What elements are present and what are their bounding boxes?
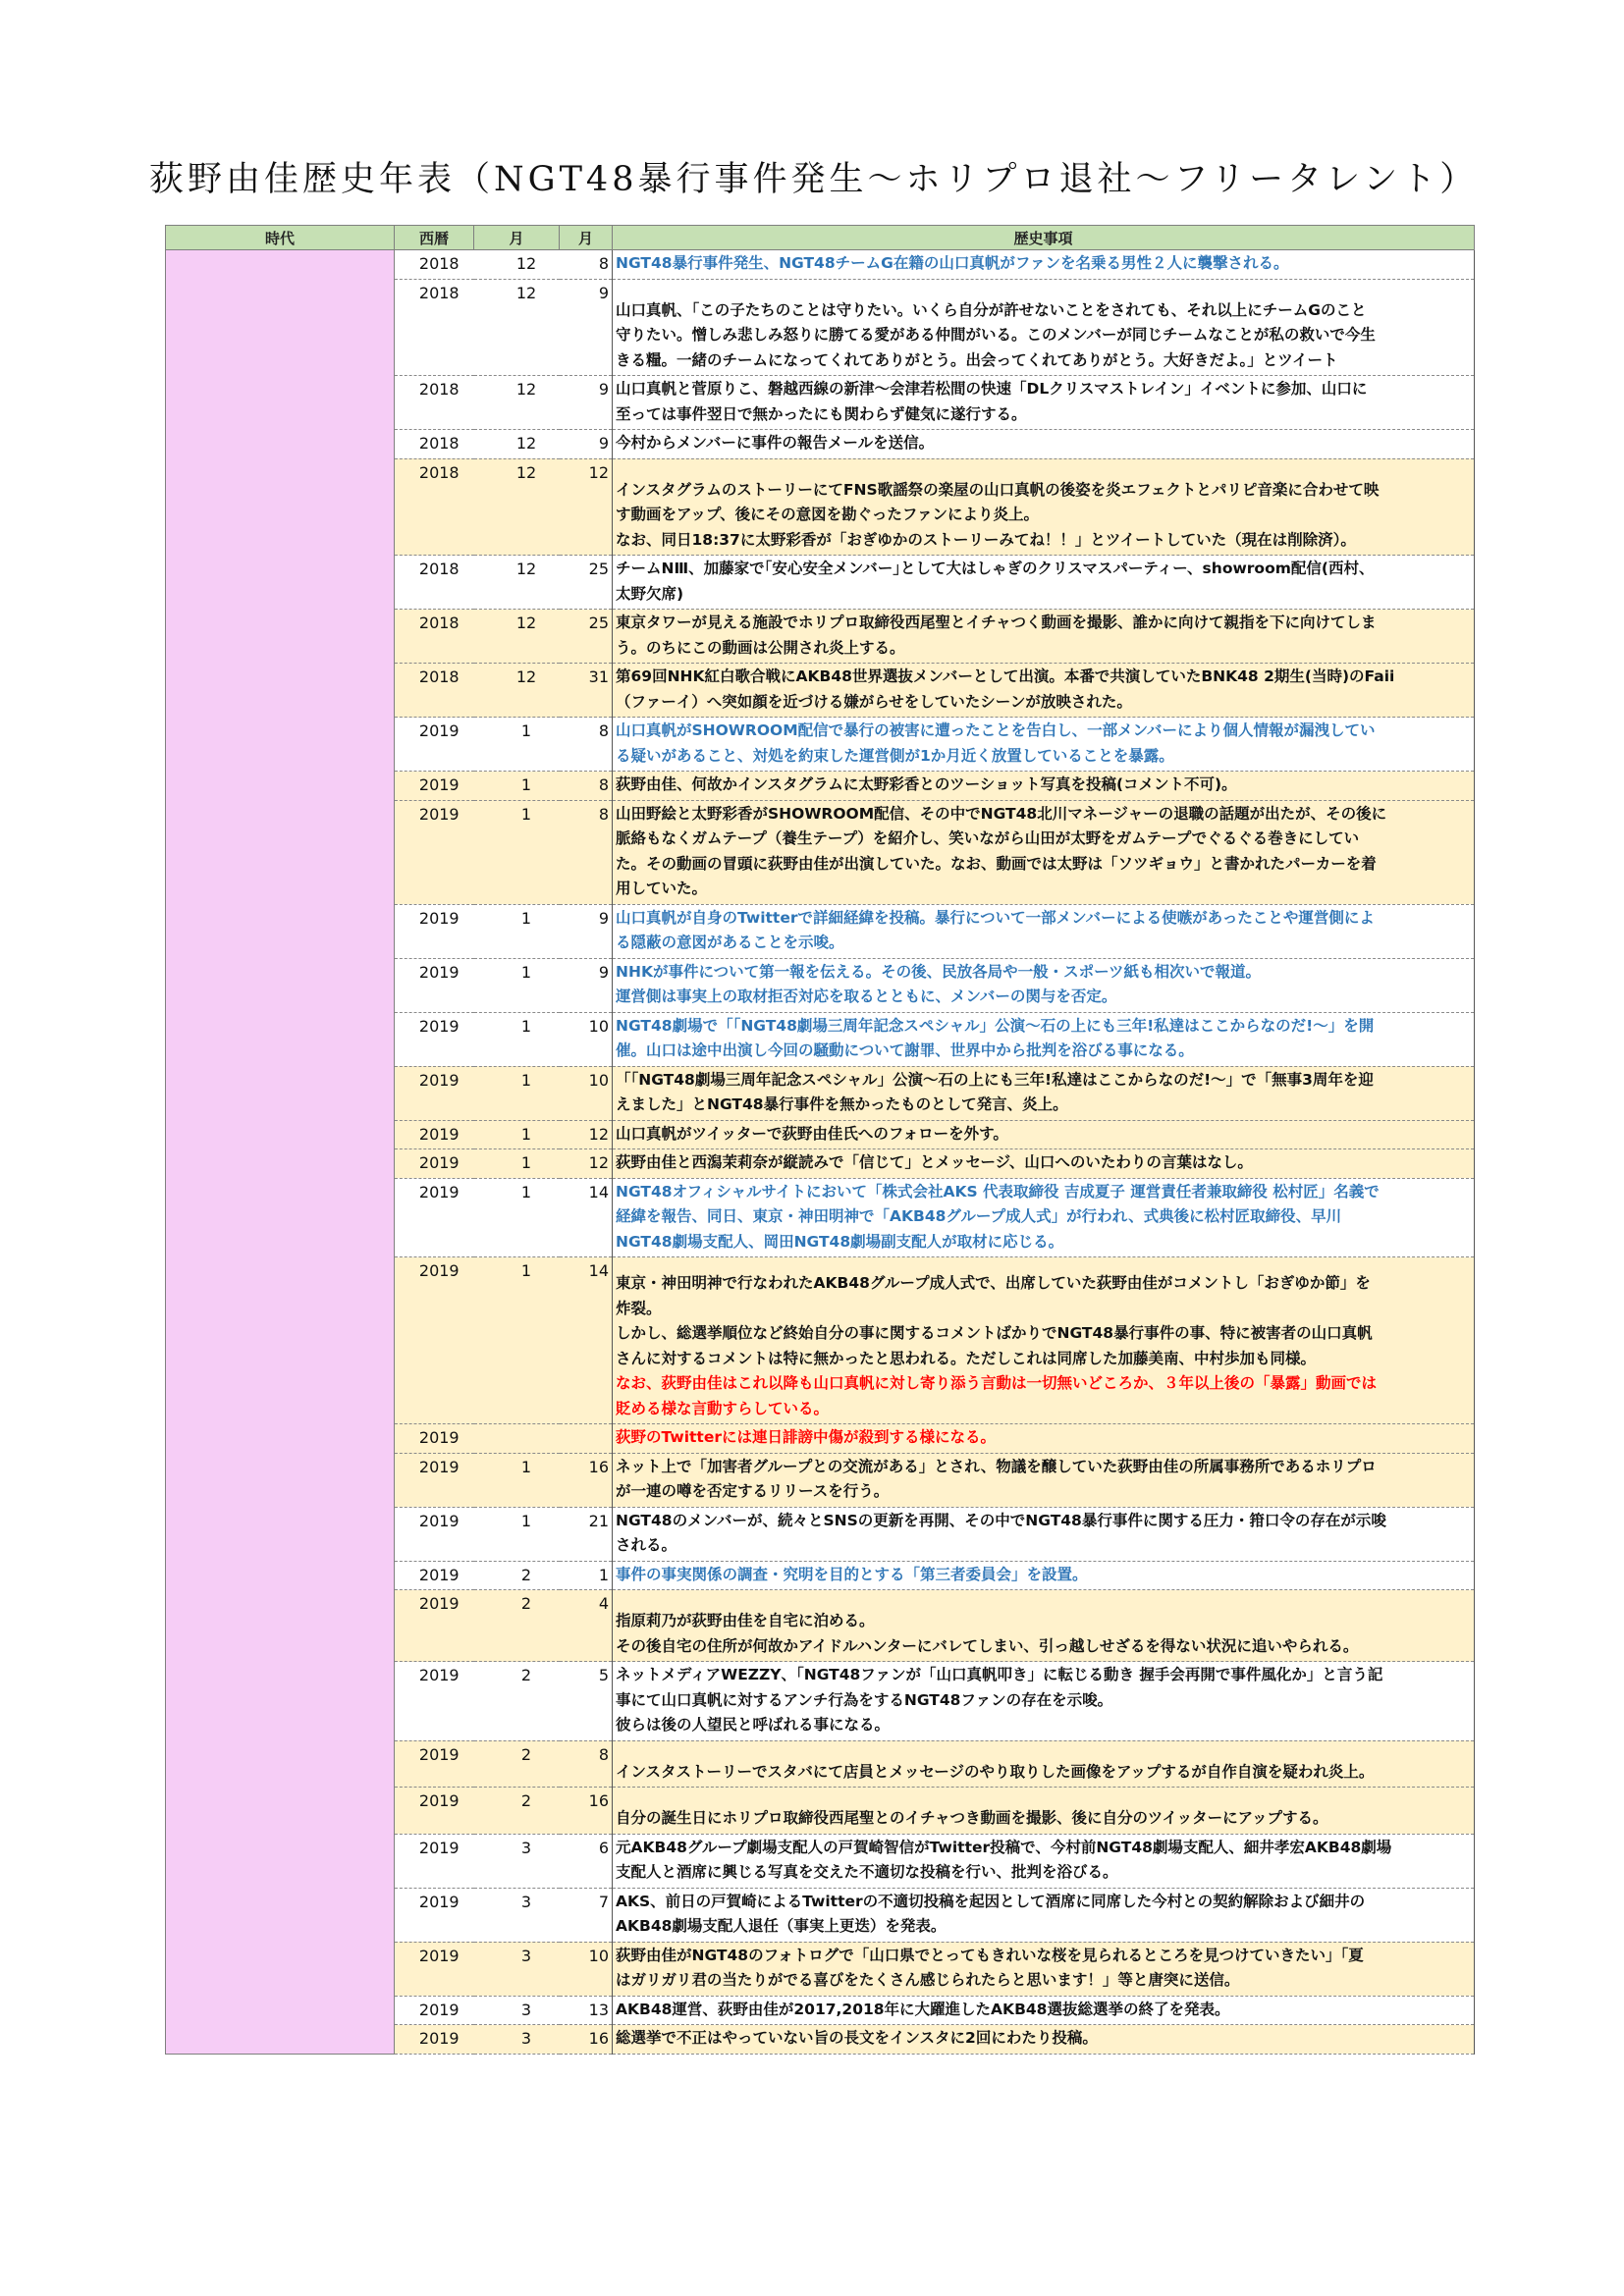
year-cell: 2018 <box>395 664 474 718</box>
event-line: 貶める様な言動すらしている。 <box>616 1399 830 1417</box>
year-cell: 2019 <box>395 1149 474 1179</box>
month-cell: 2 <box>474 1788 560 1835</box>
event-cell <box>613 1590 1475 1662</box>
event-line: 支配人と酒席に興じる写真を交えた不適切な投稿を行い、批判を浴びる。 <box>616 1863 1118 1881</box>
event-line: NHKが事件について第一報を伝える。その後、民放各局や一般・スポーツ紙も相次いで報道。 <box>616 962 1262 981</box>
month-cell: 1 <box>474 718 560 772</box>
day-cell: 9 <box>560 430 613 459</box>
event-line: 守りたい。憎しみ悲しみ怒りに勝てる愛がある仲間がいる。このメンバーが同じチームなことが私の救いで今生 <box>616 326 1376 344</box>
year-cell: 2019 <box>395 1012 474 1066</box>
header-era: 時代 <box>166 226 395 250</box>
event-line: 山口真帆がSHOWROOM配信で暴行の被害に遭ったことを告白し、一部メンバーにより個人情報が漏洩してい <box>616 721 1376 739</box>
event-cell <box>613 904 1475 958</box>
event-line: さんに対するコメントは特に無かったと思われる。ただしこれは同席した加藤美南、中村歩加も同様。 <box>616 1349 1317 1367</box>
table-header-row <box>166 226 1475 250</box>
year-cell: 2018 <box>395 556 474 610</box>
event-line: しかし、総選挙順位など終始自分の事に関するコメントばかりでNGT48暴行事件の事、特に被害者の山口真帆 <box>616 1324 1373 1342</box>
event-line: NGT48のメンバーが、続々とSNSの更新を再開、その中でNGT48暴行事件に関する圧力・箝口令の存在が示唆 <box>616 1511 1386 1529</box>
month-cell: 2 <box>474 1740 560 1788</box>
event-line: 元AKB48グループ劇場支配人の戸賀崎智信がTwitter投稿で、今村前NGT48劇場支配人、細井孝宏AKB48劇場 <box>616 1838 1392 1856</box>
year-cell: 2019 <box>395 1561 474 1590</box>
event-cell <box>613 1149 1475 1179</box>
month-cell: 12 <box>474 430 560 459</box>
event-line: す動画をアップ、後にその意図を勘ぐったファンにより炎上。 <box>616 506 1040 523</box>
year-cell: 2018 <box>395 430 474 459</box>
month-cell: 3 <box>474 1942 560 1996</box>
year-cell: 2019 <box>395 904 474 958</box>
event-line: 山口真帆と菅原りこ、磐越西線の新津～会津若松間の快速「DLクリスマストレイン」イベントに参加、山口に <box>616 380 1368 398</box>
event-line: る疑いがあること、対処を約束した運営側が1か月近く放置していることを暴露。 <box>616 746 1174 765</box>
event-line: NGT48オフィシャルサイトにおいて「株式会社AKS 代表取締役 吉成夏子 運営責任者兼取締役 松村匠」名義で <box>616 1182 1380 1201</box>
year-cell: 2018 <box>395 458 474 556</box>
month-cell: 1 <box>474 1257 560 1424</box>
event-cell <box>613 2025 1475 2055</box>
event-line: される。 <box>616 1536 677 1554</box>
event-cell <box>613 1834 1475 1888</box>
event-cell <box>613 772 1475 801</box>
event-line: ネットメディアWEZZY、「NGT48ファンが「山口真帆叩き」に転じる動き 握手会再開で事件風化か」と言う記 <box>616 1666 1383 1683</box>
year-cell: 2019 <box>395 1788 474 1835</box>
event-cell <box>613 250 1475 280</box>
year-cell: 2019 <box>395 958 474 1012</box>
day-cell: 8 <box>560 772 613 801</box>
event-cell <box>613 1996 1475 2025</box>
year-cell: 2019 <box>395 1453 474 1507</box>
event-line: （ファーイ）へ突如顔を近づける嫌がらせをしていたシーンが放映された。 <box>616 692 1132 711</box>
header-month: 月 <box>474 226 560 250</box>
event-cell <box>613 430 1475 459</box>
day-cell: 12 <box>560 1120 613 1149</box>
event-line: う。のちにこの動画は公開され炎上する。 <box>616 638 905 657</box>
month-cell: 1 <box>474 1507 560 1561</box>
event-cell <box>613 1507 1475 1561</box>
event-cell <box>613 279 1475 376</box>
day-cell: 5 <box>560 1662 613 1741</box>
event-cell <box>613 1740 1475 1788</box>
month-cell: 1 <box>474 1012 560 1066</box>
month-cell: 12 <box>474 610 560 664</box>
day-cell: 9 <box>560 376 613 430</box>
event-cell <box>613 1888 1475 1942</box>
event-line: 至っては事件翌日で無かったにも関わらず健気に遂行する。 <box>616 404 1027 423</box>
day-cell: 25 <box>560 610 613 664</box>
event-line: 事にて山口真帆に対するアンチ行為をするNGT48ファンの存在を示唆。 <box>616 1690 1113 1709</box>
year-cell: 2018 <box>395 610 474 664</box>
event-line: その後自宅の住所が何故かアイドルハンターにバレてしまい、引っ越しせざるを得ない状況に追いやられる。 <box>616 1636 1359 1655</box>
event-line: インスタストーリーでスタバにて店員とメッセージのやり取りした画像をアップするが自作自演を疑われ炎上。 <box>616 1762 1375 1781</box>
year-cell: 2019 <box>395 1507 474 1561</box>
event-cell <box>613 610 1475 664</box>
event-line: 荻野由佳がNGT48のフォトログで「山口県でとってもきれいな桜を見られるところを見つけていきたい」「夏 <box>616 1946 1364 1964</box>
year-cell: 2019 <box>395 2025 474 2055</box>
event-cell <box>613 1178 1475 1257</box>
event-line: チームNⅢ、加藤家で｢安心安全メンバー｣として大はしゃぎのクリスマスパーティー、showroom配信(西村、 <box>616 560 1375 577</box>
year-cell: 2019 <box>395 772 474 801</box>
event-line: AKB48劇場支配人退任（事実上更迭）を発表。 <box>616 1917 947 1935</box>
year-cell: 2019 <box>395 1590 474 1662</box>
month-cell: 12 <box>474 556 560 610</box>
event-line: NGT48劇場で「「NGT48劇場三周年記念スペシャル」公演～石の上にも三年!私達はここからなのだ!～」を開 <box>616 1016 1375 1035</box>
day-cell: 16 <box>560 2025 613 2055</box>
month-cell: 1 <box>474 772 560 801</box>
month-cell: 2 <box>474 1561 560 1590</box>
month-cell: 1 <box>474 1120 560 1149</box>
month-cell: 12 <box>474 376 560 430</box>
year-cell: 2019 <box>395 1740 474 1788</box>
event-line: 事件の事実関係の調査・究明を目的とする「第三者委員会」を設置。 <box>616 1565 1088 1583</box>
month-cell: 3 <box>474 1996 560 2025</box>
event-cell <box>613 1012 1475 1066</box>
day-cell <box>560 1424 613 1454</box>
year-cell: 2019 <box>395 1257 474 1424</box>
event-line: 自分の誕生日にホリプロ取締役西尾聖とのイチャつき動画を撮影、後に自分のツイッターにアップする。 <box>616 1809 1328 1827</box>
event-line: 山口真帆がツイッターで荻野由佳氏へのフォローを外す。 <box>616 1124 1008 1143</box>
month-cell: 3 <box>474 2025 560 2055</box>
event-line: インスタグラムのストーリーにてFNS歌謡祭の楽屋の山口真帆の後姿を炎エフェクトとパリピ音楽に合わせて映 <box>616 480 1380 499</box>
month-cell: 1 <box>474 904 560 958</box>
day-cell: 8 <box>560 250 613 280</box>
year-cell: 2018 <box>395 250 474 280</box>
event-line: 今村からメンバーに事件の報告メールを送信。 <box>616 434 935 452</box>
event-cell <box>613 556 1475 610</box>
year-cell: 2019 <box>395 1888 474 1942</box>
day-cell: 7 <box>560 1888 613 1942</box>
month-cell: 1 <box>474 1178 560 1257</box>
event-line: 指原莉乃が荻野由佳を自宅に泊める。 <box>616 1612 875 1629</box>
year-cell: 2018 <box>395 279 474 376</box>
event-cell <box>613 1424 1475 1454</box>
event-cell <box>613 458 1475 556</box>
month-cell: 2 <box>474 1590 560 1662</box>
header-event: 歴史事項 <box>613 226 1475 250</box>
day-cell: 16 <box>560 1788 613 1835</box>
day-cell: 16 <box>560 1453 613 1507</box>
event-line: 脈絡もなくガムテープ（養生テープ）を紹介し、笑いながら山田が太野をガムテープでぐるぐる巻きにしてい <box>616 829 1360 847</box>
era-cell <box>166 250 395 2055</box>
event-cell <box>613 800 1475 904</box>
day-cell: 9 <box>560 279 613 376</box>
event-line: 荻野由佳、何故かインスタグラムに太野彩香とのツーショット写真を投稿(コメント不可)。 <box>616 775 1237 793</box>
event-line: AKB48運営、荻野由佳が2017,2018年に大躍進したAKB48選抜総選挙の終了を発表。 <box>616 2000 1230 2018</box>
event-cell <box>613 1120 1475 1149</box>
day-cell: 12 <box>560 1149 613 1179</box>
day-cell: 25 <box>560 556 613 610</box>
event-line: ネット上で「加害者グループとの交流がある」とされ、物議を醸していた荻野由佳の所属事務所であるホリプロ <box>616 1457 1377 1475</box>
month-cell: 1 <box>474 800 560 904</box>
event-line: 荻野のTwitterには連日誹謗中傷が殺到する様になる。 <box>616 1428 996 1446</box>
header-day: 月 <box>560 226 613 250</box>
event-line: 用していた。 <box>616 880 708 897</box>
event-line: 催。山口は途中出演し今回の騒動について謝罪、世界中から批判を浴びる事になる。 <box>616 1041 1194 1059</box>
day-cell: 10 <box>560 1012 613 1066</box>
month-cell: 1 <box>474 1453 560 1507</box>
month-cell: 1 <box>474 1066 560 1120</box>
year-cell: 2019 <box>395 718 474 772</box>
year-cell: 2019 <box>395 1942 474 1996</box>
event-line: 山口真帆、「この子たちのことは守りたい。いくら自分が許せないことをされても、それ以上にチームGのこと <box>616 300 1367 319</box>
event-cell <box>613 1066 1475 1120</box>
event-line: 運営側は事実上の取材拒否対応を取るとともに、メンバーの関与を否定。 <box>616 988 1117 1005</box>
day-cell: 14 <box>560 1178 613 1257</box>
event-cell <box>613 1257 1475 1424</box>
event-cell <box>613 1942 1475 1996</box>
event-line: 第69回NHK紅白歌合戦にAKB48世界選抜メンバーとして出演。本番で共演していたBNK48 2期生(当時)のFaii <box>616 667 1395 685</box>
day-cell: 31 <box>560 664 613 718</box>
event-line: なお、同日18:37に太野彩香が「おぎゆかのストーリーみてね！！」とツイートしていた（現在は削除済）。 <box>616 530 1356 549</box>
day-cell: 8 <box>560 800 613 904</box>
event-line: 東京タワーが見える施設でホリプロ取締役西尾聖とイチャつく動画を撮影、誰かに向けて親指を下に向けてしま <box>616 614 1377 631</box>
year-cell: 2019 <box>395 1834 474 1888</box>
event-line: る隠蔽の意図があることを示唆。 <box>616 934 844 951</box>
event-line: 東京・神田明神で行なわれたAKB48グループ成人式で、出席していた荻野由佳がコメントし「おぎゆか節」を <box>616 1274 1371 1292</box>
day-cell: 14 <box>560 1257 613 1424</box>
year-cell: 2019 <box>395 800 474 904</box>
day-cell: 6 <box>560 1834 613 1888</box>
header-year: 西暦 <box>395 226 474 250</box>
day-cell: 8 <box>560 1740 613 1788</box>
event-cell <box>613 664 1475 718</box>
year-cell: 2019 <box>395 1996 474 2025</box>
event-cell <box>613 1453 1475 1507</box>
year-cell: 2019 <box>395 1178 474 1257</box>
day-cell: 8 <box>560 718 613 772</box>
month-cell: 2 <box>474 1662 560 1741</box>
year-cell: 2019 <box>395 1662 474 1741</box>
event-cell <box>613 1788 1475 1835</box>
event-line: AKS、前日の戸賀崎によるTwitterの不適切投稿を起因として酒席に同席した今村との契約解除および細井の <box>616 1892 1366 1910</box>
event-cell <box>613 1662 1475 1741</box>
month-cell: 1 <box>474 1149 560 1179</box>
day-cell: 12 <box>560 458 613 556</box>
table-body <box>166 250 1475 2055</box>
event-cell <box>613 1561 1475 1590</box>
event-line: た。その動画の冒頭に荻野由佳が出演していた。なお、動画では太野は「ソツギョウ」と書かれたパーカーを着 <box>616 854 1377 873</box>
day-cell: 10 <box>560 1066 613 1120</box>
year-cell: 2019 <box>395 1424 474 1454</box>
event-line: NGT48劇場支配人、岡田NGT48劇場副支配人が取材に応じる。 <box>616 1232 1064 1251</box>
event-cell <box>613 718 1475 772</box>
event-cell <box>613 376 1475 430</box>
event-line: 彼らは後の人望民と呼ばれる事になる。 <box>616 1716 891 1734</box>
month-cell: 12 <box>474 250 560 280</box>
event-line: きる糧。一緒のチームになってくれてありがとう。出会ってくれてありがとう。大好きだよ。」とツイート <box>616 350 1338 369</box>
year-cell: 2018 <box>395 376 474 430</box>
day-cell: 9 <box>560 904 613 958</box>
event-line: 山田野絵と太野彩香がSHOWROOM配信、その中でNGT48北川マネージャーの退職の話題が出たが、その後に <box>616 804 1387 823</box>
day-cell: 1 <box>560 1561 613 1590</box>
day-cell: 10 <box>560 1942 613 1996</box>
month-cell: 3 <box>474 1888 560 1942</box>
month-cell <box>474 1424 560 1454</box>
event-line: 太野欠席) <box>616 584 684 603</box>
event-line: なお、荻野由佳はこれ以降も山口真帆に対し寄り添う言動は一切無いどころか、３年以上後の「暴露」動画では <box>616 1374 1378 1392</box>
event-line: はガリガリ君の当たりがでる喜びをたくさん感じられたらと思います！」等と唐突に送信。 <box>616 1971 1240 1989</box>
month-cell: 12 <box>474 664 560 718</box>
page-title: 荻野由佳歴史年表（NGT48暴行事件発生～ホリプロ退社～フリータレント） <box>149 160 1479 199</box>
event-line: 山口真帆が自身のTwitterで詳細経緯を投稿。暴行について一部メンバーによる使嗾があったことや運営側によ <box>616 908 1375 927</box>
month-cell: 12 <box>474 279 560 376</box>
month-cell: 1 <box>474 958 560 1012</box>
day-cell: 9 <box>560 958 613 1012</box>
event-line: NGT48暴行事件発生、NGT48チームG在籍の山口真帆がファンを名乗る男性２人に襲撃される。 <box>616 254 1289 272</box>
event-line: 炸裂。 <box>616 1299 662 1317</box>
month-cell: 3 <box>474 1834 560 1888</box>
history-table <box>165 225 1475 2055</box>
day-cell: 13 <box>560 1996 613 2025</box>
event-cell <box>613 958 1475 1012</box>
table-row <box>166 250 1475 280</box>
year-cell: 2019 <box>395 1120 474 1149</box>
event-line: えました」とNGT48暴行事件を無かったものとして発言、炎上。 <box>616 1095 1068 1113</box>
day-cell: 4 <box>560 1590 613 1662</box>
event-line: 総選挙で不正はやっていない旨の長文をインスタに2回にわたり投稿。 <box>616 2029 1098 2047</box>
event-line: 経緯を報告、同日、東京・神田明神で「AKB48グループ成人式」が行われ、式典後に松村匠取締役、早川 <box>616 1207 1342 1225</box>
event-line: 「「NGT48劇場三周年記念スペシャル」公演～石の上にも三年!私達はここからなのだ!～」で「無事3周年を迎 <box>616 1070 1374 1089</box>
day-cell: 21 <box>560 1507 613 1561</box>
month-cell: 12 <box>474 458 560 556</box>
event-line: 荻野由佳と西潟茉莉奈が縦読みで「信じて」とメッセージ、山口へのいたわりの言葉はなし。 <box>616 1153 1253 1171</box>
event-line: が一連の噂を否定するリリースを行う。 <box>616 1482 890 1500</box>
year-cell: 2019 <box>395 1066 474 1120</box>
